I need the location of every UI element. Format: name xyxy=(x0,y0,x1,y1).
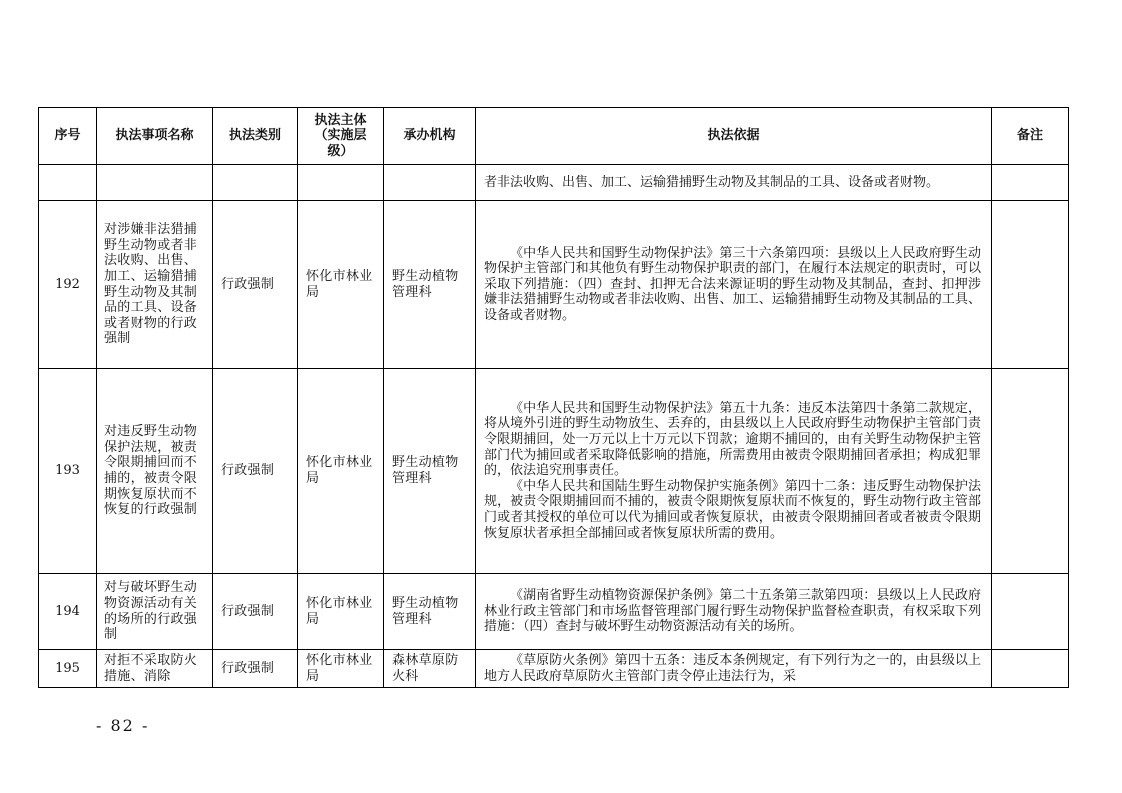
row-remark xyxy=(992,574,1069,650)
basis-paragraph: 《草原防火条例》第四十五条：违反本条例规定，有下列行为之一的，由县级以上地方人民政府草原防火主管部门责令停止违法行为，采 xyxy=(484,652,981,684)
header-subject-line1: 执法主体 xyxy=(314,112,367,128)
row-subject: 怀化市林业局 xyxy=(298,201,384,369)
header-subject xyxy=(298,108,384,165)
row-org: 野生动植物管理科 xyxy=(384,369,476,574)
row-basis xyxy=(476,650,992,688)
header-index: 序号 xyxy=(39,108,97,165)
row-subject: 怀化市林业局 xyxy=(298,574,384,650)
row-org: 野生动植物管理科 xyxy=(384,574,476,650)
row-category: 行政强制 xyxy=(213,574,298,650)
row-index: 192 xyxy=(39,201,97,369)
row-subject: 怀化市林业局 xyxy=(298,650,384,688)
row-subject xyxy=(298,165,384,201)
row-category: 行政强制 xyxy=(213,650,298,688)
row-org xyxy=(384,165,476,201)
row-remark xyxy=(992,201,1069,369)
basis-paragraph: 《中华人民共和国陆生野生动物保护实施条例》第四十二条：违反野生动物保护法规，被责令限期捕回而不捕的，被责令限期恢复原状而不恢复的，野生动物行政主管部门或者其授权的单位可以代为捕回或者恢复原状，由被责令限期捕回者或者被责令限期恢复原状者承担全部捕回或者恢复原状所需的费用。 xyxy=(484,478,981,541)
table-row xyxy=(39,650,1069,688)
row-basis xyxy=(476,369,992,574)
row-org: 野生动植物管理科 xyxy=(384,201,476,369)
header-item-name: 执法事项名称 xyxy=(97,108,213,165)
header-row xyxy=(39,108,1069,165)
header-category: 执法类别 xyxy=(213,108,298,165)
row-basis xyxy=(476,201,992,369)
page-number: - 82 - xyxy=(96,716,150,735)
row-subject: 怀化市林业局 xyxy=(298,369,384,574)
row-item-name: 对与破坏野生动物资源活动有关的场所的行政强制 xyxy=(97,574,213,650)
row-index: 194 xyxy=(39,574,97,650)
row-remark xyxy=(992,650,1069,688)
row-basis xyxy=(476,165,992,201)
row-remark xyxy=(992,165,1069,201)
header-subject-line2: （实施层 xyxy=(314,128,367,144)
table-row xyxy=(39,201,1069,369)
row-basis xyxy=(476,574,992,650)
row-category: 行政强制 xyxy=(213,201,298,369)
row-index: 193 xyxy=(39,369,97,574)
row-index: 195 xyxy=(39,650,97,688)
row-remark xyxy=(992,369,1069,574)
basis-paragraph: 《中华人民共和国野生动物保护法》第五十九条：违反本法第四十条第二款规定，将从境外引进的野生动物放生、丢弃的，由县级以上人民政府野生动物保护主管部门责令限期捕回，处一万元以上十万元以下罚款；逾期不捕回的，由有关野生动物保护主管部门代为捕回或者采取降低影响的措施，所需费用由被责令限期捕回者承担；构成犯罪的，依法追究刑事责任。 xyxy=(484,400,981,479)
header-remark: 备注 xyxy=(992,108,1069,165)
enforcement-table xyxy=(38,107,1069,688)
basis-paragraph: 者非法收购、出售、加工、运输猎捕野生动物及其制品的工具、设备或者财物。 xyxy=(484,174,940,190)
row-category xyxy=(213,165,298,201)
header-subject-line3: 级） xyxy=(327,143,354,159)
row-item-name: 对违反野生动物保护法规，被责令限期捕回而不捕的，被责令限期恢复原状而不恢复的行政强制 xyxy=(97,369,213,574)
basis-paragraph: 《中华人民共和国野生动物保护法》第三十六条第四项：县级以上人民政府野生动物保护主管部门和其他负有野生动物保护职责的部门，在履行本法规定的职责时，可以采取下列措施：（四）查封、扣押无合法来源证明的野生动物及其制品，查封、扣押涉嫌非法猎捕野生动物或者非法收购、出售、加工、运输猎捕野生动物及其制品的工具、设备或者财物。 xyxy=(484,245,981,323)
table-row xyxy=(39,369,1069,574)
row-category: 行政强制 xyxy=(213,369,298,574)
row-item-name: 对涉嫌非法猎捕野生动物或者非法收购、出售、加工、运输猎捕野生动物及其制品的工具、设备或者财物的行政强制 xyxy=(97,201,213,369)
row-item-name xyxy=(97,165,213,201)
header-basis: 执法依据 xyxy=(476,108,992,165)
row-item-name: 对拒不采取防火措施、消除 xyxy=(97,650,213,688)
row-index xyxy=(39,165,97,201)
table-row xyxy=(39,165,1069,201)
basis-paragraph: 《湖南省野生动植物资源保护条例》第二十五条第三款第四项：县级以上人民政府林业行政主管部门和市场监督管理部门履行野生动物保护监督检查职责，有权采取下列措施：（四）查封与破坏野生动物资源活动有关的场所。 xyxy=(484,588,981,635)
row-org: 森林草原防火科 xyxy=(384,650,476,688)
header-org: 承办机构 xyxy=(384,108,476,165)
table-row xyxy=(39,574,1069,650)
